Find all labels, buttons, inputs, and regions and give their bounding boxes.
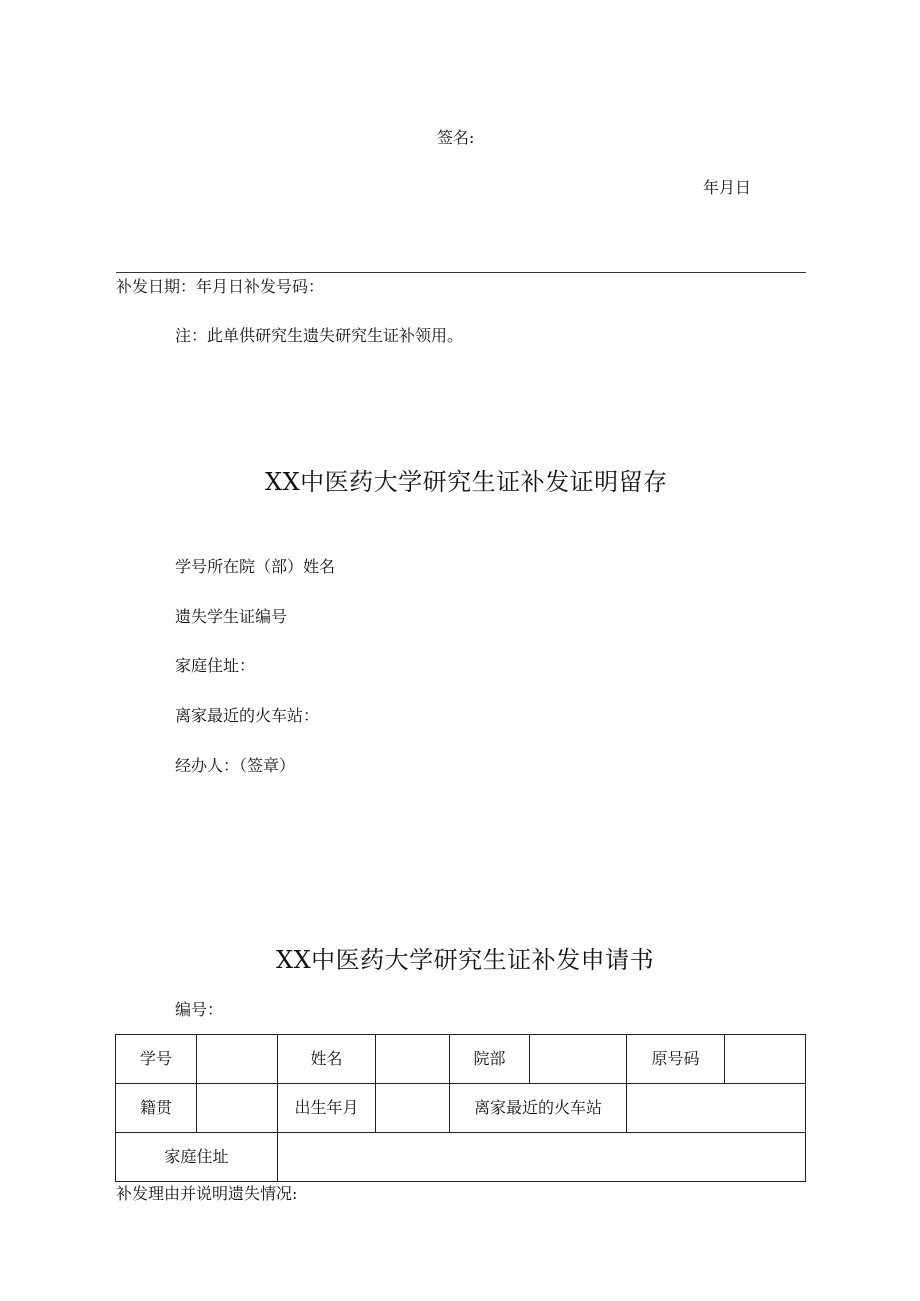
- cell-department-value[interactable]: [530, 1035, 627, 1084]
- record-title: XX中医药大学研究生证补发证明留存: [265, 468, 668, 496]
- field-home-address: 家庭住址：: [175, 656, 256, 675]
- cell-home-address-label: 家庭住址: [116, 1133, 278, 1182]
- cell-name-label: 姓名: [278, 1035, 376, 1084]
- serial-number-label: 编号：: [175, 1000, 224, 1019]
- cell-nearest-station-value[interactable]: [627, 1084, 806, 1133]
- signature-label: 签名:: [437, 128, 475, 147]
- reissue-reason-label: 补发理由并说明遗失情况:: [116, 1184, 298, 1203]
- cell-native-place-value[interactable]: [197, 1084, 278, 1133]
- cell-home-address-value[interactable]: [278, 1133, 806, 1182]
- field-lost-card-number: 遗失学生证编号: [175, 607, 288, 626]
- field-nearest-station: 离家最近的火车站：: [175, 706, 320, 725]
- reissue-info-line: 补发日期：年月日补发号码：: [116, 277, 325, 296]
- application-table: [115, 1034, 806, 1182]
- table-row: [116, 1084, 806, 1133]
- cell-birth-date-value[interactable]: [376, 1084, 450, 1133]
- cell-department-label: 院部: [450, 1035, 530, 1084]
- table-row: [116, 1133, 806, 1182]
- cell-original-number-label: 原号码: [627, 1035, 725, 1084]
- cell-student-id-value[interactable]: [197, 1035, 278, 1084]
- field-handler-signature: 经办人：（签章）: [175, 756, 296, 775]
- application-title: XX中医药大学研究生证补发申请书: [276, 946, 655, 974]
- cell-nearest-station-label: 离家最近的火车站: [450, 1084, 627, 1133]
- cell-name-value[interactable]: [376, 1035, 450, 1084]
- divider-line: [116, 272, 806, 273]
- cell-birth-date-label: 出生年月: [278, 1084, 376, 1133]
- field-student-info: 学号所在院（部）姓名: [175, 557, 336, 576]
- cell-student-id-label: 学号: [116, 1035, 197, 1084]
- table-row: [116, 1035, 806, 1084]
- usage-note: 注：此单供研究生遗失研究生证补领用。: [175, 326, 464, 345]
- signature-date: 年月日: [703, 178, 752, 197]
- cell-native-place-label: 籍贯: [116, 1084, 197, 1133]
- cell-original-number-value[interactable]: [725, 1035, 806, 1084]
